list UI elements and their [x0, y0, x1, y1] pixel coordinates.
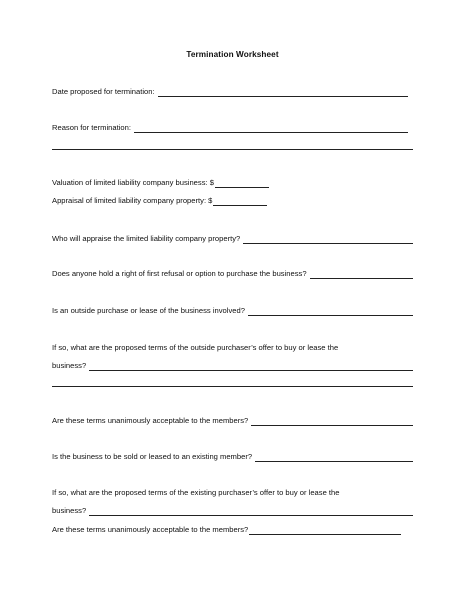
valuation-row: [52, 178, 413, 188]
reason-continuation-line[interactable]: [52, 149, 413, 150]
sold-existing-row: [52, 452, 413, 462]
terms-acceptable-field-2[interactable]: [249, 527, 401, 535]
appraisal-label: Appraisal of limited liability company property: $: [52, 196, 213, 205]
outside-purchase-label: Is an outside purchase or lease of the business involved?: [52, 306, 245, 315]
reason-row: [52, 123, 413, 133]
first-refusal-row: [52, 269, 413, 279]
reason-field[interactable]: [134, 125, 408, 133]
sold-existing-field[interactable]: [255, 454, 413, 462]
existing-terms-label: If so, what are the proposed terms of the existing purchaser’s offer to buy or lease the: [52, 488, 340, 497]
valuation-field[interactable]: [215, 180, 269, 188]
existing-terms-row-2: [52, 506, 413, 516]
outside-terms-continuation-line[interactable]: [52, 386, 413, 387]
date-proposed-row: [52, 87, 413, 97]
appraisal-row: [52, 196, 413, 206]
first-refusal-label: Does anyone hold a right of first refusal or option to purchase the business?: [52, 269, 307, 278]
page-title: Termination Worksheet: [186, 50, 279, 59]
who-appraise-label: Who will appraise the limited liability company property?: [52, 234, 241, 243]
valuation-label: Valuation of limited liability company business: $: [52, 178, 214, 187]
reason-label: Reason for termination:: [52, 123, 131, 132]
sold-existing-label: Is the business to be sold or leased to an existing member?: [52, 452, 253, 461]
existing-terms-business-label: business?: [52, 506, 87, 515]
who-appraise-row: [52, 234, 413, 244]
outside-purchase-field[interactable]: [248, 308, 413, 316]
first-refusal-field[interactable]: [310, 271, 413, 279]
terms-acceptable-field-1[interactable]: [251, 418, 413, 426]
appraisal-field[interactable]: [213, 198, 267, 206]
outside-purchase-row: [52, 306, 413, 316]
terms-acceptable-label-2: Are these terms unanimously acceptable to the members?: [52, 525, 249, 534]
date-proposed-field[interactable]: [158, 89, 408, 97]
outside-terms-row-1: [52, 343, 413, 353]
who-appraise-field[interactable]: [243, 236, 413, 244]
outside-terms-business-label: business?: [52, 361, 87, 370]
terms-acceptable-row-2: [52, 525, 413, 535]
outside-terms-field[interactable]: [89, 363, 413, 371]
date-proposed-label: Date proposed for termination:: [52, 87, 155, 96]
terms-acceptable-label-1: Are these terms unanimously acceptable to the members?: [52, 416, 249, 425]
outside-terms-label: If so, what are the proposed terms of the outside purchaser’s offer to buy or lease the: [52, 343, 339, 352]
terms-acceptable-row-1: [52, 416, 413, 426]
existing-terms-field[interactable]: [89, 508, 413, 516]
existing-terms-row-1: [52, 488, 413, 498]
outside-terms-row-2: [52, 361, 413, 371]
